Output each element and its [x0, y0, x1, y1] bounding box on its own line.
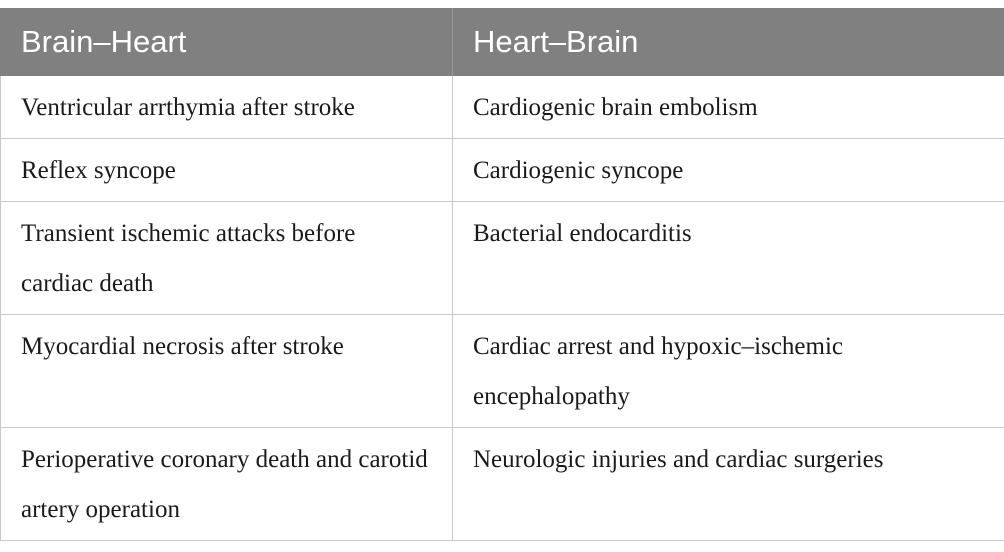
table-cell: Perioperative coronary death and carotid artery operation — [1, 428, 453, 541]
table-cell: Transient ischemic attacks before cardiac death — [1, 202, 453, 315]
table-cell: Cardiac arrest and hypoxic–ischemic encephalopathy — [453, 315, 1004, 428]
table-cell: Neurologic injuries and cardiac surgeries — [453, 428, 1004, 541]
table-cell: Cardiogenic syncope — [453, 139, 1004, 202]
table-row — [1, 139, 1004, 202]
table-header — [1, 8, 1004, 76]
brain-heart-table — [0, 8, 1004, 541]
table-cell: Cardiogenic brain embolism — [453, 76, 1004, 139]
table-cell: Myocardial necrosis after stroke — [1, 315, 453, 428]
table-cell: Ventricular arrthymia after stroke — [1, 76, 453, 139]
table-body — [1, 76, 1004, 541]
header-row — [1, 8, 1004, 76]
table-row — [1, 315, 1004, 428]
table-row — [1, 428, 1004, 541]
table-container — [0, 8, 1004, 541]
column-header-brain-heart: Brain–Heart — [1, 8, 453, 76]
table-row — [1, 202, 1004, 315]
column-header-heart-brain: Heart–Brain — [453, 8, 1004, 76]
table-cell: Reflex syncope — [1, 139, 453, 202]
table-row — [1, 76, 1004, 139]
table-cell: Bacterial endocarditis — [453, 202, 1004, 315]
